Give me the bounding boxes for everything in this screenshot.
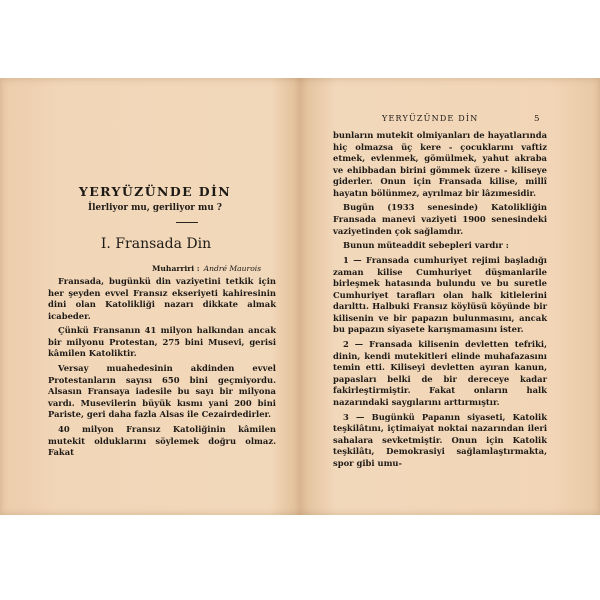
paragraph: bunların mutekit olmiyanları de hayatlarında hiç olmazsa üç kere - çocuklarını vaftiz etmek, evlenmek, gömülmek, yahut akraba ve ehibbadan birini gömmek üzere - kiliseye giderler. Onun için Fransada kilise, millî hayatın bölünmez, ayrılmaz bir lâzımesidir.: [333, 130, 547, 198]
paragraph: 40 milyon Fransız Katoliğinin kâmilen mutekit olduklarını söylemek doğru olmaz. Fakat: [48, 424, 276, 458]
open-book: [0, 78, 600, 515]
paragraph: Bugün (1933 senesinde) Katolikliğin Fransada manevi vaziyeti 1900 senesindeki vaziyetinden çok sağlamdır.: [333, 202, 547, 236]
paragraph: Versay muahedesinin akdinden evvel Protestanların sayısı 650 bini geçmiyordu. Alsasın Fransaya iadesile bu sayı bir milyona vardı. Musevilerin büyük kısmı yani 200 bini Pariste, geri daha fazla Alsas ile Cezairdedirler.: [48, 363, 276, 420]
paragraph: Bunun müteaddit sebepleri vardır :: [343, 240, 509, 251]
paragraph: 2 — Fransada kilisenin devletten tefriki, dinin, kendi mutekitleri elinde muhafazasını temin etti. Kiliseyi devletten ayıran kanun, papasları belki de bir dereceye kadar fakirleştirmiştir. Fakat onların halk nazarındaki saygılarını arttırmıştır.: [333, 339, 547, 407]
left-page: [0, 78, 300, 515]
chapter-title: YERYÜZÜNDE DİN: [78, 184, 232, 199]
paragraph: Fransada, bugünkü din vaziyetini tetkik için her şeyden evvel Fransız ekseriyeti kahiresinin dini olan Katolikliği nazarı dikkate almak icabeder.: [48, 276, 276, 321]
paragraph: 1 — Fransada cumhuriyet rejimi başladığı zaman kilise Cumhuriyet düşmanlarile birleşmek hatasında bulundu ve bu suretle Cumhuriyet tarafları olan halk kitlelerini darılttı. Halbuki Fransız köylüsü köyünde bir kilisenin ve bir papazın bulunmasını, ancak bu papazın siyasete karışmamasını ister.: [333, 255, 547, 335]
paragraph: Çünkü Fransanın 41 milyon halkından ancak bir milyonu Protestan, 275 bini Musevi, gerisi kâmilen Katoliktir.: [48, 325, 276, 359]
author-name: André Maurois: [203, 264, 262, 273]
author-label: Muharriri :: [152, 264, 200, 273]
paragraph: 3 — Bugünkü Papanın siyaseti, Katolik teşkilâtını, içtimaiyat noktai nazarından ileri sahalara sevketmiştir. Onun için Katolik teşkilâtı, Demokrasiyi sağlamlaştırmakta, spor gibi umu-: [333, 411, 547, 468]
running-head: YERYÜZÜNDE DİN: [382, 114, 479, 123]
right-page-body: [333, 130, 547, 469]
page-number: 5: [534, 114, 540, 124]
left-page-body: [48, 276, 276, 459]
right-page: [300, 78, 600, 515]
title-divider: [176, 222, 198, 223]
author-line: [152, 264, 261, 273]
chapter-subtitle: İlerliyor mu, geriliyor mu ?: [88, 203, 222, 213]
section-heading: I. Fransada Din: [100, 236, 212, 252]
